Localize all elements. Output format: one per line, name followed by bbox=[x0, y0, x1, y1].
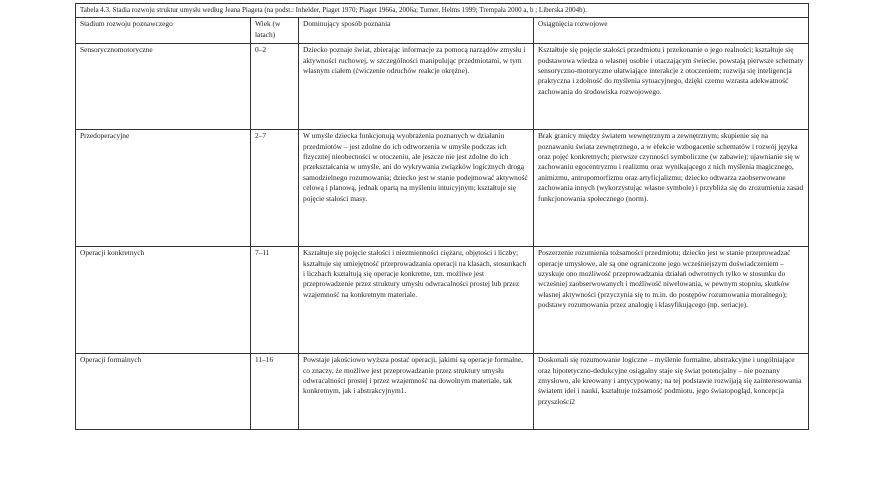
table-caption: Tabela 4.3. Stadia rozwoju struktur umysłu według Jeana Piageta (na podst.: Inhelder, Piaget 1970; Piaget 1966a, 2006a; Turner, Helms 1999; Trempała 2000 a, b ; Liberska 2004b). bbox=[76, 4, 809, 18]
caption-row bbox=[76, 4, 809, 18]
table-row bbox=[76, 44, 809, 130]
mode-cell: Kształtuje się pojęcie stałości i niezmienności ciężaru, objętości i liczby; kształtuje się umiejętność przeprowadzania operacji na klasach, stosunkach i liczbach kształtują się operacje konkretne, tzn. możliwe jest przeprowadzenie przez struktury umysłu odwracalności prostej lub przez wzajemność na konkretnym materiale. bbox=[299, 247, 534, 354]
stage-cell: Sensorycznomotoryczne bbox=[76, 44, 251, 130]
mode-cell: W umyśle dziecka funkcjonują wyobrażenia poznanych w działaniu przedmiotów – jest zdolne do ich odtworzenia w umyśle podczas ich fizycznej nieobecności w otoczeniu, ale jeszcze nie jest zdolne do ich przekształcania w umyśle, ani do wykrywania związków logicznych drogą samodzielnego rozumowania; dziecko jest w stanie podejmować aktywność celową i planową, jednak opartą na myśleniu intuicyjnym; kształtuje się pojęcie stałości masy. bbox=[299, 130, 534, 247]
achievements-cell: Brak granicy między światem wewnętrznym a zewnętrznym; skupienie się na poznawaniu świata zewnętrznego, a w efekcie wzbogacenie schematów i rozwój języka oraz pojęć konkretnych; pierwsze czynności symboliczne (w zabawie); ujawnianie się w zachowaniu egocentryzmu i realizmu oraz wynikającego z nich myślenia magicznego, animizmu, antropomorfizmu oraz artyficjalizmu; dziecko odtwarza zaobserwowane zachowania innych (wykorzystując własne symbole) i przybliża się do zrozumienia zasad funkcjonowania społecznego (norm). bbox=[534, 130, 809, 247]
document-page bbox=[75, 3, 808, 430]
header-row bbox=[76, 18, 809, 44]
age-cell: 2–7 bbox=[251, 130, 299, 247]
table-row bbox=[76, 130, 809, 247]
mode-cell: Powstaje jakościowo wyższa postać operacji, jakimi są operacje formalne, co znaczy, że możliwe jest przeprowadzanie przez struktury umysłu odwracalności prostej i przez wzajemność na dowolnym materiale, tak konkretnym, jak i abstrakcyjnym1. bbox=[299, 354, 534, 430]
piaget-stages-table bbox=[75, 3, 809, 430]
achievements-cell: Kształtuje się pojęcie stałości przedmiotu i przekonanie o jego realności; kształtuje się podstawowa wiedza o własnej osobie i otaczającym świecie, powstają pierwsze schematy sensoryczno-motoryczne ułatwiające interakcje z otoczeniem; rozwija się inteligencja praktyczna i zdolność do myślenia sytuacyjnego, dzięki czemu wzrasta adekwatność zachowania do środowiska rozwojowego. bbox=[534, 44, 809, 130]
table-row bbox=[76, 354, 809, 430]
stage-cell: Operacji formalnych bbox=[76, 354, 251, 430]
stage-cell: Operacji konkretnych bbox=[76, 247, 251, 354]
header-mode: Dominujący sposób poznania bbox=[299, 18, 534, 44]
header-age: Wiek (w latach) bbox=[251, 18, 299, 44]
age-cell: 11–16 bbox=[251, 354, 299, 430]
achievements-cell: Doskonali się rozumowanie logiczne – myślenie formalne, abstrakcyjne i uogólniające oraz hipotetyczno-dedukcyjne osiągalny staje się świat potencjalny – nie poznany zmysłowo, ale kreowany i antycypowany; na tej podstawie rozwijają się zainteresowania światem idei i nauki, kształtuje tożsamość podmiotu, jego światopogląd, koncepcja przyszłości2 bbox=[534, 354, 809, 430]
age-cell: 7–11 bbox=[251, 247, 299, 354]
header-achievements: Osiągnięcia rozwojowe bbox=[534, 18, 809, 44]
age-cell: 0–2 bbox=[251, 44, 299, 130]
header-stage: Stadium rozwoju poznawczego bbox=[76, 18, 251, 44]
stage-cell: Przedoperacyjne bbox=[76, 130, 251, 247]
table-row bbox=[76, 247, 809, 354]
mode-cell: Dziecko poznaje świat, zbierając informacje za pomocą narządów zmysłu i aktywności ruchowej, w szczególności manipulując przedmiotami, w tym własnym ciałem (ćwiczenie odruchów reakcje okrężne). bbox=[299, 44, 534, 130]
achievements-cell: Poszerzenie rozumienia tożsamości przedmiotu; dziecko jest w stanie przeprowadzać operacje umysłowe, ale są one ograniczone jego wcześniejszym doświadczeniem – uzyskuje ono możliwość przeprowadzania działań odwrotnych tylko w stosunku do wcześniej zaobserwowanych i możliwość niwelowania, w pewnym stopniu, skutków własnej aktywności (przyczynia się to m.in. do postępów rozumowania moralnego); podstawy rozumowania przez analogię i klasyfikującego (np. seriacje). bbox=[534, 247, 809, 354]
